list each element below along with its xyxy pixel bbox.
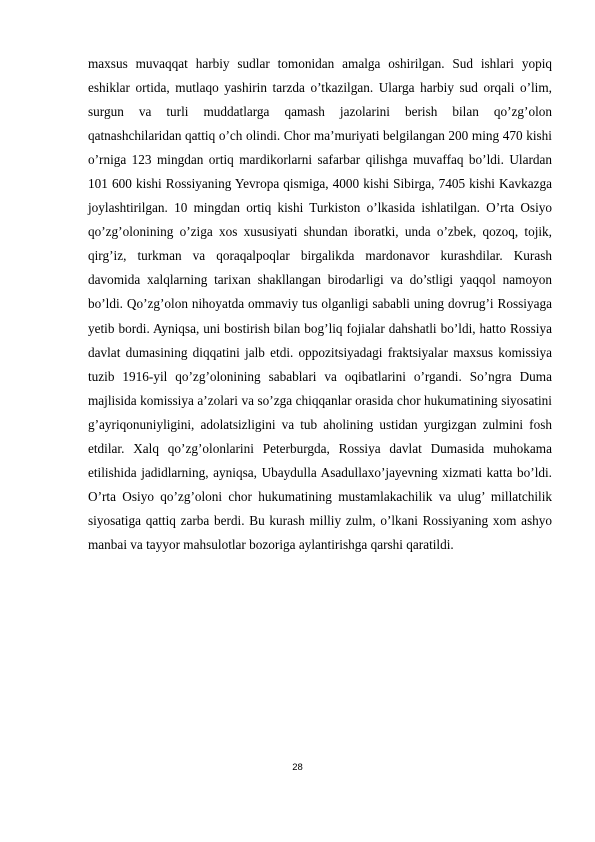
body-paragraph: maxsus muvaqqat harbiy sudlar tomonidan amalga oshirilgan. Sud ishlari yopiq eshiklar ortida, mutlaqo yashirin tarzda o’tkazilgan. Ularga harbiy sud orqali o’lim, surgun va turli muddatlarga qamash jazolarini berish bilan qo’zg’olon qatnashchilaridan qattiq o’ch olindi. Chor ma’muriyati belgilangan 200 ming 470 kishi o’rniga 123 mingdan ortiq mardikorlarni safarbar qilishga muvaffaq bo’ldi. Ulardan 101 600 kishi Rossiyaning Yevropa qismiga, 4000 kishi Sibirga, 7405 kishi Kavkazga joylashtirilgan. 10 mingdan ortiq kishi Turkiston o’lkasida ishlatilgan. O’rta Osiyo qo’zg’olonining o’ziga xos xususiyati shundan iboratki, unda o’zbek, qozoq, tojik, qirg’iz, turkman va qoraqalpoqlar birgalikda mardonavor kurashdilar. Kurash davomida xalqlarning tarixan shakllangan birodarligi va do’stligi yaqqol namoyon bo’ldi. Qo’zg’olon nihoyatda ommaviy tus olganligi sababli uning dovrug’i Rossiyaga yetib bordi. Ayniqsa, uni bostirish bilan bog’liq fojialar dahshatli bo’ldi, hatto Rossiya davlat dumasining diqqatini jalb etdi. oppozitsiyadagi fraktsiyalar maxsus komissiya tuzib 1916-yil qo’zg’olonining sabablari va oqibatlarini o’rgandi. So’ngra Duma majlisida komissiya a’zolari va so’zga chiqqanlar orasida chor hukumatining siyosatini g’ayriqonuniyligini, adolatsizligini va tub aholining ustidan yurgizgan zulmini fosh etdilar. Xalq qo’zg’olonlarini Peterburgda, Rossiya davlat Dumasida muhokama etilishida jadidlarning, ayniqsa, Ubaydulla Asadullaxo’jayevning xizmati katta bo’ldi. O’rta Osiyo qo’zg’oloni chor hukumatining mustamlakachilik va ulug’ millatchilik siyosatiga qattiq zarba berdi. Bu kurash milliy zulm, o’lkani Rossiyaning xom ashyo manbai va tayyor mahsulotlar bozoriga aylantirishga qarshi qaratildi. xyxy=(88,56,552,552)
page-number: 28 xyxy=(292,762,303,773)
